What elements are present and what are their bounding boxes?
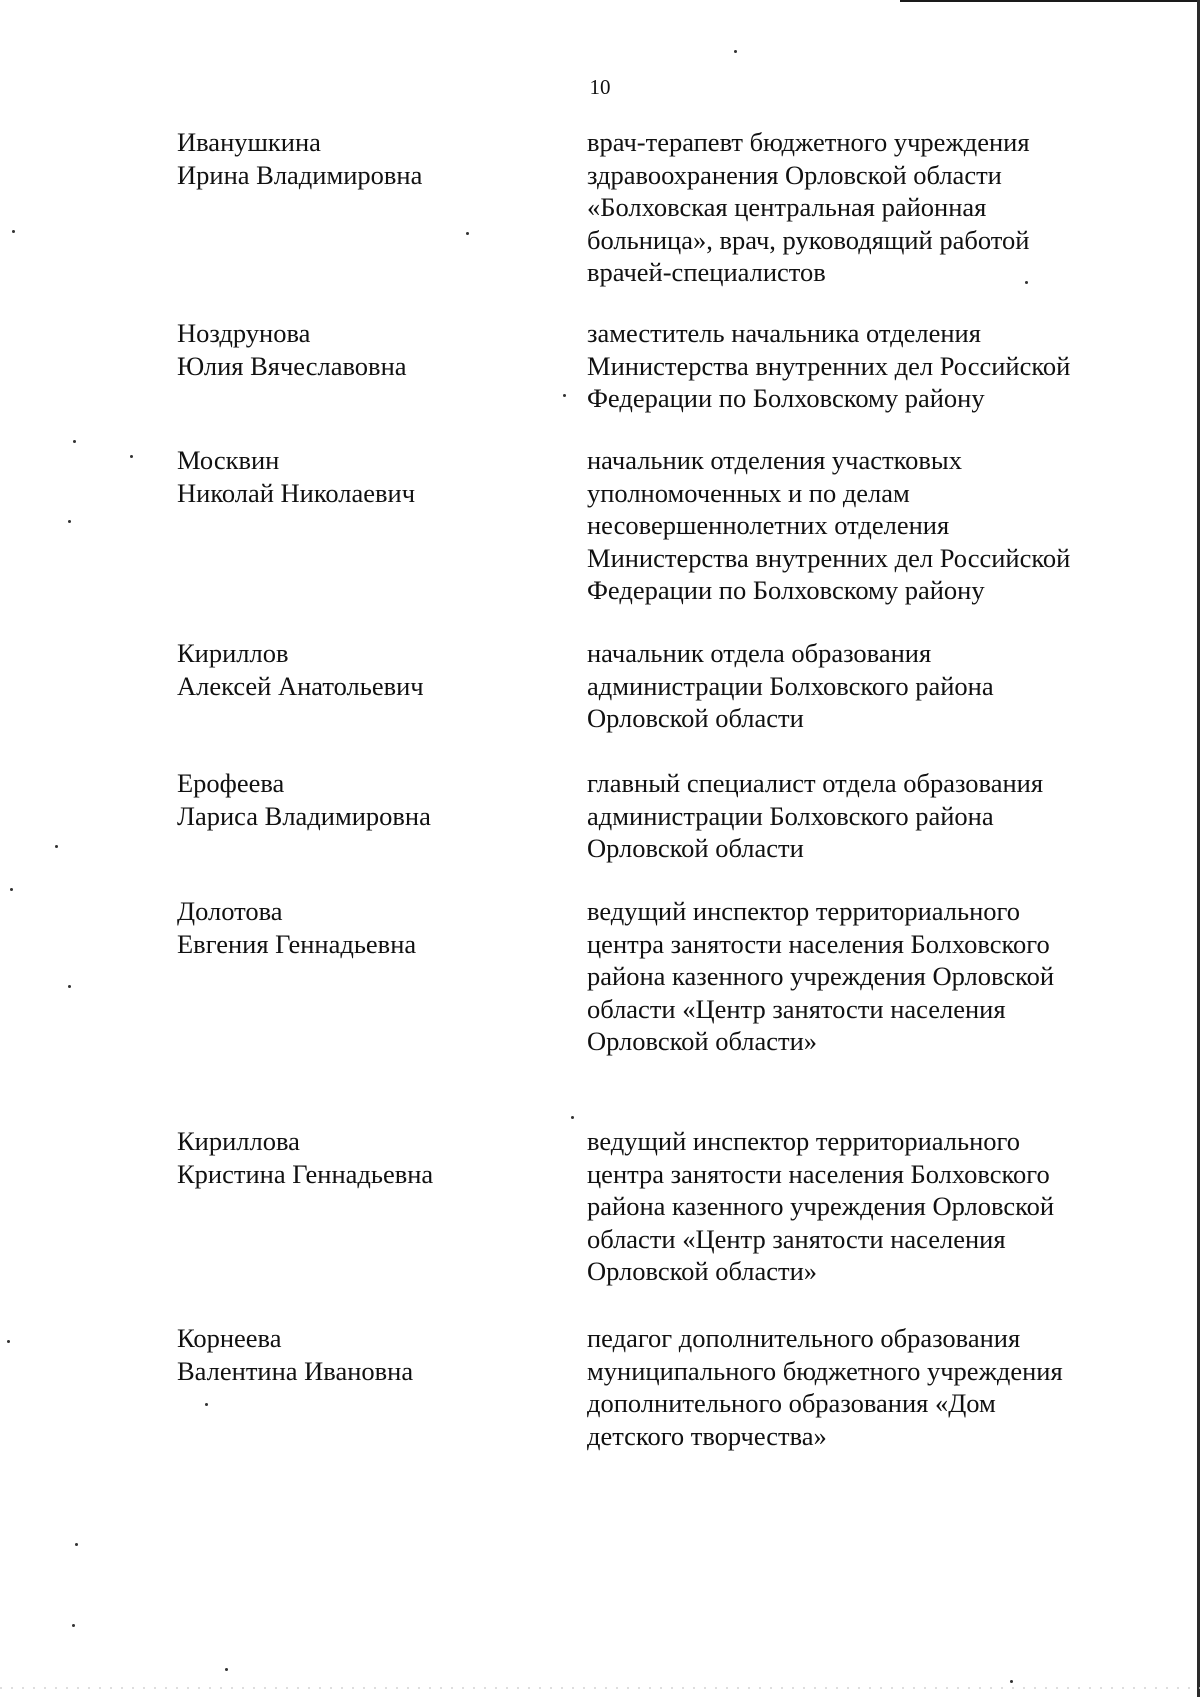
member-name-line: Иванушкина xyxy=(177,127,321,157)
scan-speck xyxy=(734,50,737,53)
member-position-line: врачей-специалистов xyxy=(587,257,826,287)
scan-speck xyxy=(225,1668,228,1671)
member-position-line: несовершеннолетних отделения xyxy=(587,510,950,540)
member-position xyxy=(587,444,1117,607)
member-position-line: начальник отдела образования xyxy=(587,638,932,668)
member-position-line: Министерства внутренних дел Российской xyxy=(587,350,1071,381)
scan-speck xyxy=(466,232,469,235)
member-name-line: Николай Николаевич xyxy=(177,477,416,508)
member-position-line: «Болховская центральная районная xyxy=(587,192,987,222)
member-position-line: Орловской области» xyxy=(587,1026,818,1056)
member-name-line: Ноздрунова xyxy=(177,318,311,348)
member-position-line: области «Центр занятости населения xyxy=(587,1223,1006,1254)
member-name-line: Валентина Ивановна xyxy=(177,1355,414,1386)
page-number: 10 xyxy=(589,75,611,99)
scan-speck xyxy=(563,394,566,397)
scan-speck xyxy=(10,888,13,891)
scan-speck xyxy=(68,520,71,523)
member-name-line: Москвин xyxy=(177,445,280,475)
member-position-line: муниципального бюджетного учреждения xyxy=(587,1355,1063,1386)
member-name-line: Долотова xyxy=(177,896,283,926)
member-name-line: Евгения Геннадьевна xyxy=(177,928,417,959)
member-position xyxy=(587,317,1117,415)
member-position-line: больница», врач, руководящий работой xyxy=(587,224,1030,255)
scan-speck xyxy=(12,230,15,233)
scan-speck xyxy=(72,1624,75,1627)
scan-edge-top xyxy=(900,0,1200,2)
member-position-line: ведущий инспектор территориального xyxy=(587,1126,1020,1156)
member-name-line: Лариса Владимировна xyxy=(177,800,431,831)
scan-speck xyxy=(130,455,133,458)
member-position-line: детского творчества» xyxy=(587,1420,827,1451)
member-name xyxy=(177,126,547,191)
member-position-line: района казенного учреждения Орловской xyxy=(587,1191,1055,1221)
member-name xyxy=(177,317,547,382)
member-position-line: главный специалист отдела образования xyxy=(587,768,1044,798)
member-position-line: района казенного учреждения Орловской xyxy=(587,961,1055,991)
member-position-line: администрации Болховского района xyxy=(587,800,994,831)
member-position xyxy=(587,895,1117,1058)
member-position-line: Министерства внутренних дел Российской xyxy=(587,542,1071,573)
member-position xyxy=(587,637,1117,735)
member-position-line: начальник отделения участковых xyxy=(587,445,962,475)
member-position-line: здравоохранения Орловской области xyxy=(587,159,1002,190)
scan-speck xyxy=(571,1116,574,1119)
member-position xyxy=(587,767,1117,865)
member-position-line: заместитель начальника отделения xyxy=(587,318,981,348)
member-position-line: врач-терапевт бюджетного учреждения xyxy=(587,127,1030,157)
member-position-line: Федерации по Болховскому району xyxy=(587,383,985,413)
member-position-line: Орловской области» xyxy=(587,1256,818,1286)
scan-speck xyxy=(205,1403,208,1406)
member-name-line: Юлия Вячеславовна xyxy=(177,350,407,381)
member-position xyxy=(587,126,1117,289)
member-name-line: Кириллов xyxy=(177,638,289,668)
member-position-line: области «Центр занятости населения xyxy=(587,993,1006,1024)
member-name xyxy=(177,767,547,832)
member-name xyxy=(177,1125,547,1190)
member-position xyxy=(587,1125,1117,1288)
member-position-line: центра занятости населения Болховского xyxy=(587,1158,1050,1189)
member-name-line: Корнеева xyxy=(177,1323,282,1353)
scan-speck xyxy=(7,1340,10,1343)
member-position-line: уполномоченных и по делам xyxy=(587,477,910,508)
scan-noise-bottom xyxy=(0,1687,1200,1689)
scan-speck xyxy=(73,440,76,443)
member-position-line: Орловской области xyxy=(587,833,804,863)
member-position-line: центра занятости населения Болховского xyxy=(587,928,1050,959)
member-position-line: педагог дополнительного образования xyxy=(587,1323,1021,1353)
member-position-line: Федерации по Болховскому району xyxy=(587,575,985,605)
member-name-line: Алексей Анатольевич xyxy=(177,670,424,701)
member-name-line: Кириллова xyxy=(177,1126,300,1156)
member-name xyxy=(177,1322,547,1387)
member-position-line: ведущий инспектор территориального xyxy=(587,896,1020,926)
scan-speck xyxy=(68,985,71,988)
member-position-line: администрации Болховского района xyxy=(587,670,994,701)
scan-speck xyxy=(55,845,58,848)
member-name xyxy=(177,637,547,702)
member-name-line: Кристина Геннадьевна xyxy=(177,1158,434,1189)
member-name xyxy=(177,895,547,960)
member-position-line: Орловской области xyxy=(587,703,804,733)
scan-speck xyxy=(75,1543,78,1546)
member-name xyxy=(177,444,547,509)
member-position xyxy=(587,1322,1117,1452)
member-name-line: Ерофеева xyxy=(177,768,285,798)
member-position-line: дополнительного образования «Дом xyxy=(587,1388,996,1418)
member-name-line: Ирина Владимировна xyxy=(177,159,423,190)
scan-speck xyxy=(1010,1680,1013,1683)
